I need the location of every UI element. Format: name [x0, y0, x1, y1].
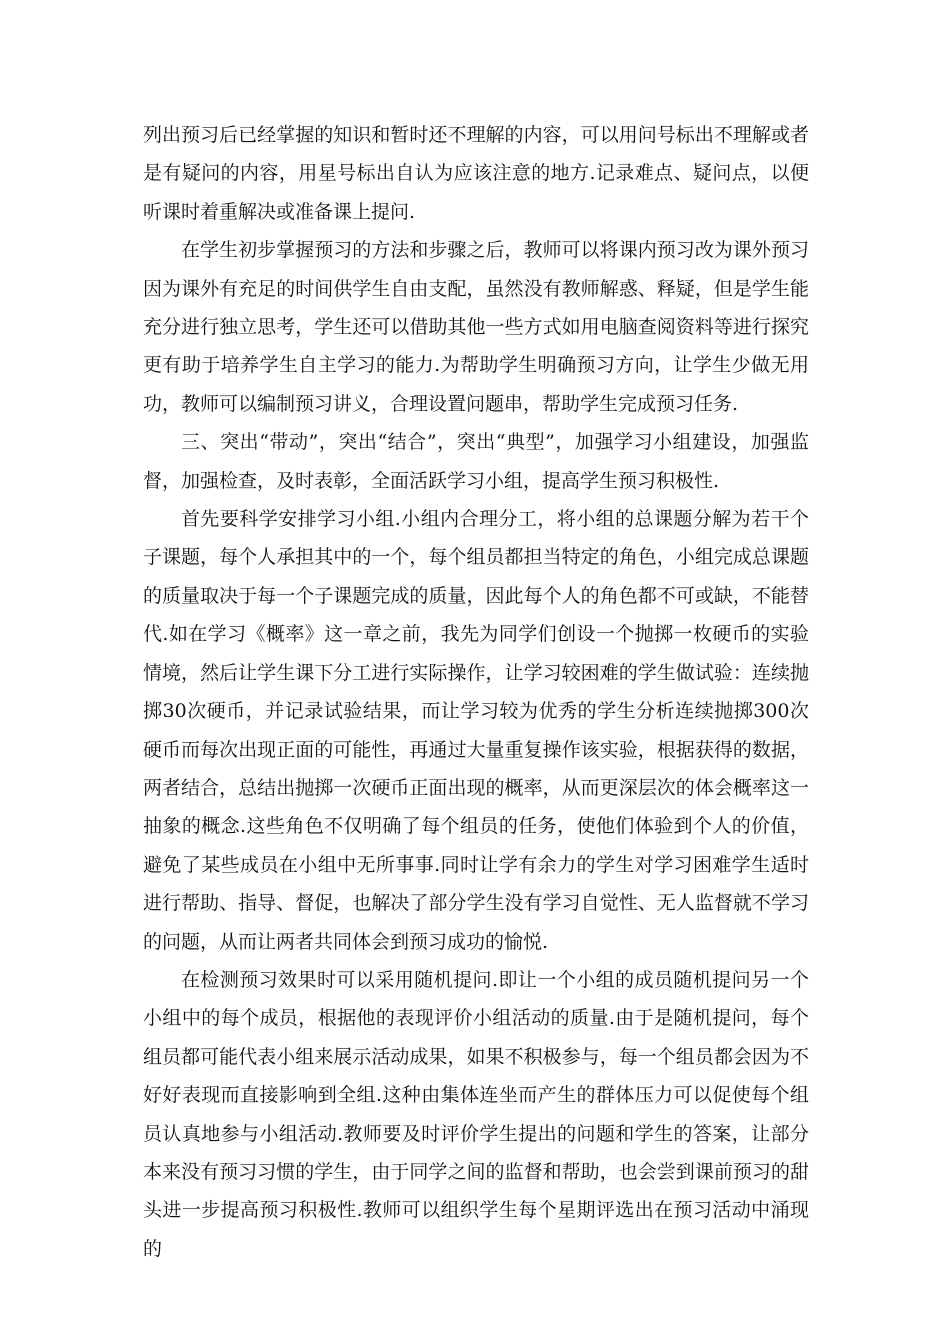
paragraph-2: 在学生初步掌握预习的方法和步骤之后，教师可以将课内预习改为课外预习因为课外有充足的时间供学生自由支配，虽然没有教师解惑、释疑，但是学生能充分进行独立思考，学生还可以借助其他一些方式如用电脑查阅资料等进行探究更有助于培养学生自主学习的能力.为帮助学生明确预习方向，让学生少做无用功，教师可以编制预习讲义，合理设置问题串，帮助学生完成预习任务. [143, 239, 809, 415]
paragraph-5: 在检测预习效果时可以采用随机提问.即让一个小组的成员随机提问另一个小组中的每个成员，根据他的表现评价小组活动的质量.由于是随机提问，每个组员都可能代表小组来展示活动成果，如果不积极参与，每一个组员都会因为不好好表现而直接影响到全组.这种由集体连坐而产生的群体压力可以促使每个组员认真地参与小组活动.教师要及时评价学生提出的问题和学生的答案，让部分本来没有预习习惯的学生，由于同学之间的监督和帮助，也会尝到课前预习的甜头进一步提高预习积极性.教师可以组织学生每个星期评选出在预习活动中涌现的 [143, 968, 809, 1260]
paragraph-3-heading: 三、突出“带动”，突出“结合”，突出“典型”，加强学习小组建设，加强监督，加强检查，及时表彰，全面活跃学习小组，提高学生预习积极性. [143, 431, 809, 492]
body-text [143, 116, 809, 1268]
paragraph-1: 列出预习后已经掌握的知识和暂时还不理解的内容，可以用问号标出不理解或者是有疑问的内容，用星号标出自认为应该注意的地方.记录难点、疑问点，以便听课时着重解决或准备课上提问. [143, 124, 809, 223]
paragraph-4: 首先要科学安排学习小组.小组内合理分工，将小组的总课题分解为若干个子课题，每个人承担其中的一个，每个组员都担当特定的角色，小组完成总课题的质量取决于每一个子课题完成的质量，因此每个人的角色都不可或缺，不能替代.如在学习《概率》这一章之前，我先为同学们创设一个抛掷一枚硬币的实验情境，然后让学生课下分工进行实际操作，让学习较困难的学生做试验：连续抛掷30次硬币，并记录试验结果，而让学习较为优秀的学生分析连续抛掷300次硬币而每次出现正面的可能性，再通过大量重复操作该实验，根据获得的数据，两者结合，总结出抛掷一次硬币正面出现的概率，从而更深层次的体会概率这一抽象的概念.这些角色不仅明确了每个组员的任务，使他们体验到个人的价值，避免了某些成员在小组中无所事事.同时让学有余力的学生对学习困难学生适时进行帮助、指导、督促，也解决了部分学生没有学习自觉性、无人监督就不学习的问题，从而让两者共同体会到预习成功的愉悦. [143, 508, 809, 953]
